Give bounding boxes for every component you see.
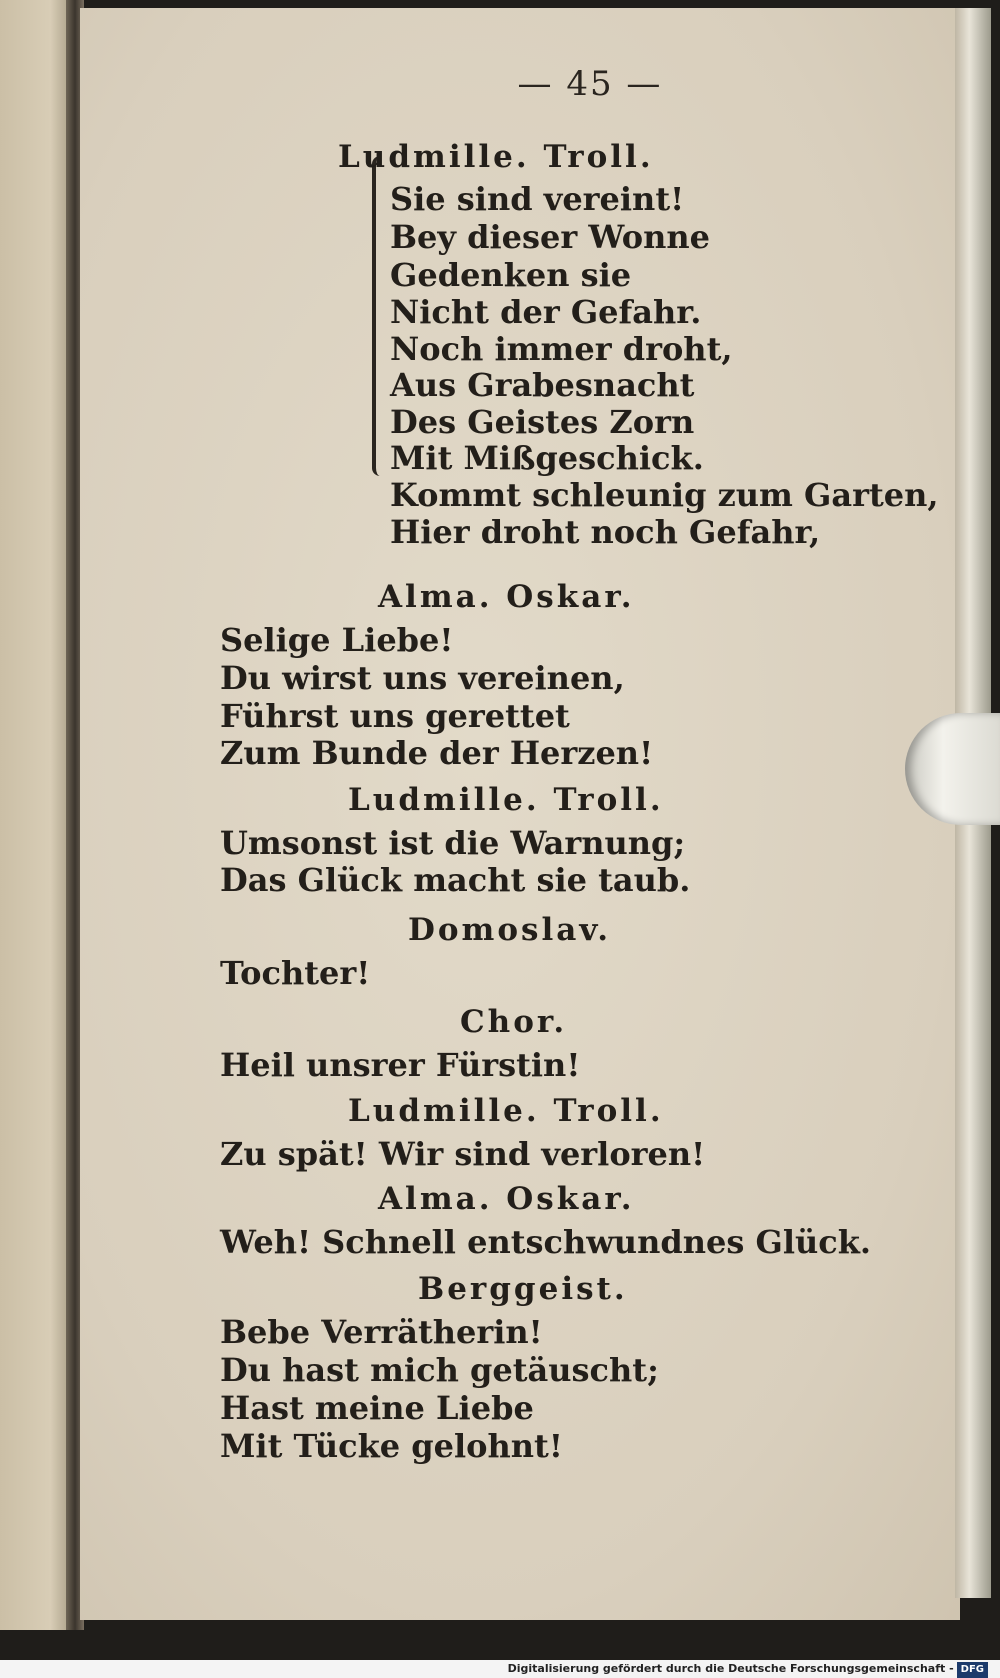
speaker-heading: Alma. Oskar. bbox=[378, 1181, 635, 1217]
speaker-heading: Alma. Oskar. bbox=[378, 579, 635, 615]
verse-line: Kommt schleunig zum Garten, bbox=[390, 476, 939, 514]
verse-line: Das Glück macht sie taub. bbox=[220, 861, 691, 899]
facing-page-edge bbox=[0, 0, 72, 1630]
verse-line: Mit Mißgeschick. bbox=[390, 439, 704, 477]
dfg-logo: DFG bbox=[957, 1662, 988, 1678]
verse-line: Weh! Schnell entschwundnes Glück. bbox=[220, 1223, 872, 1261]
verse-line: Des Geistes Zorn bbox=[390, 403, 695, 441]
verse-line: Gedenken sie bbox=[390, 256, 632, 294]
speaker-heading: Berggeist. bbox=[418, 1271, 628, 1307]
page-number: — 45 — bbox=[517, 64, 663, 104]
speaker-heading: Domoslav. bbox=[408, 912, 612, 948]
verse-line: Heil unsrer Fürstin! bbox=[220, 1046, 581, 1084]
verse-line: Du wirst uns vereinen, bbox=[220, 659, 625, 697]
verse-line: Bey dieser Wonne bbox=[390, 218, 710, 256]
funding-credit bbox=[508, 1661, 988, 1677]
speaker-heading: Ludmille. Troll. bbox=[348, 1093, 664, 1129]
book-page bbox=[80, 8, 960, 1620]
verse-line: Nicht der Gefahr. bbox=[390, 293, 702, 331]
speaker-heading: Ludmille. Troll. bbox=[348, 782, 664, 818]
verse-line: Mit Tücke gelohnt! bbox=[220, 1427, 563, 1465]
verse-line: Selige Liebe! bbox=[220, 621, 454, 659]
verse-brace bbox=[372, 156, 390, 476]
verse-line: Bebe Verrätherin! bbox=[220, 1313, 543, 1351]
verse-line: Führst uns gerettet bbox=[220, 697, 570, 735]
verse-line: Zu spät! Wir sind verloren! bbox=[220, 1135, 706, 1173]
verse-line: Tochter! bbox=[220, 954, 371, 992]
verse-line: Umsonst ist die Warnung; bbox=[220, 824, 686, 862]
speaker-heading: Ludmille. Troll. bbox=[338, 139, 654, 175]
verse-line: Aus Grabesnacht bbox=[390, 366, 695, 404]
verse-line: Sie sind vereint! bbox=[390, 180, 685, 218]
verse-line: Du hast mich getäuscht; bbox=[220, 1351, 659, 1389]
verse-line: Hast meine Liebe bbox=[220, 1389, 534, 1427]
funding-credit-text: Digitalisierung gefördert durch die Deutsche Forschungsgemeinschaft - bbox=[507, 1662, 954, 1675]
verse-line: Hier droht noch Gefahr, bbox=[390, 513, 821, 551]
speaker-heading: Chor. bbox=[460, 1004, 568, 1040]
verse-line: Zum Bunde der Herzen! bbox=[220, 734, 654, 772]
verse-line: Noch immer droht, bbox=[390, 330, 733, 368]
